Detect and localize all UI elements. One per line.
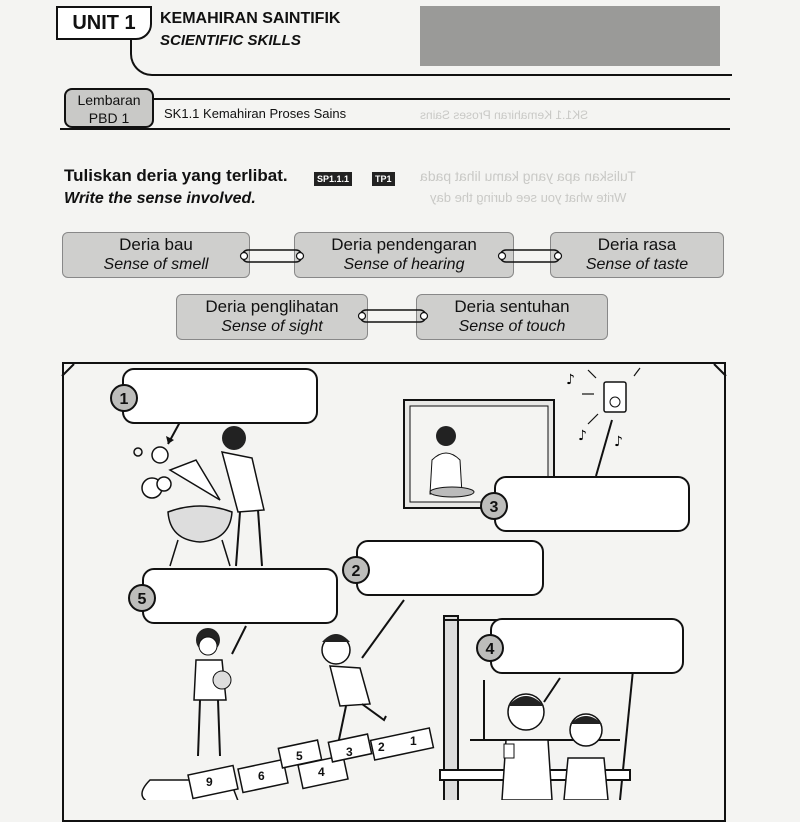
- worksheet-badge-line2: PBD 1: [88, 110, 130, 126]
- hopscotch-number: 4: [318, 765, 325, 779]
- answer-box-1[interactable]: [122, 368, 318, 424]
- hopscotch-number: 2: [378, 740, 385, 754]
- sense-en: Sense of taste: [585, 256, 689, 273]
- hopscotch-number: 1: [410, 734, 417, 748]
- answer-number-badge: 3: [480, 492, 508, 520]
- answer-box-2[interactable]: [356, 540, 544, 596]
- hopscotch-number: 5: [296, 749, 303, 763]
- answer-number-badge: 5: [128, 584, 156, 612]
- sense-ms: Deria pendengaran: [331, 235, 477, 254]
- answer-number-badge: 2: [342, 556, 370, 584]
- svg-text:♪: ♪: [566, 372, 575, 388]
- hopscotch-number: 3: [346, 745, 353, 759]
- instruction-ms: Tuliskan deria yang terlibat.: [64, 166, 288, 185]
- hopscotch-number: 6: [258, 769, 265, 783]
- instruction-en: Write the sense involved.: [64, 190, 256, 207]
- sp-badge: SP1.1.1: [314, 172, 352, 186]
- worksheet-code-title: SK1.1 Kemahiran Proses Sains: [164, 106, 347, 121]
- sense-en: Sense of smell: [103, 256, 209, 273]
- page-title: KEMAHIRAN SAINTIFIK: [160, 10, 341, 27]
- sense-en: Sense of sight: [221, 318, 323, 335]
- sense-en: Sense of hearing: [343, 256, 465, 273]
- svg-text:♪: ♪: [578, 428, 587, 444]
- sense-en: Sense of touch: [458, 318, 566, 335]
- answer-number-badge: 4: [476, 634, 504, 662]
- sense-ms: Deria sentuhan: [454, 297, 570, 316]
- sense-ms: Deria penglihatan: [205, 297, 339, 316]
- svg-text:♪: ♪: [614, 434, 623, 450]
- sense-ms: Deria rasa: [597, 235, 677, 254]
- unit-tab: UNIT 1: [56, 6, 152, 40]
- tp-badge: TP1: [372, 172, 395, 186]
- answer-box-3[interactable]: [494, 476, 690, 532]
- worksheet-badge-line1: Lembaran: [77, 92, 141, 108]
- answer-number-badge: 1: [110, 384, 138, 412]
- sense-ms: Deria bau: [119, 235, 193, 254]
- bleed-through-text: Tuliskan apa yang kamu lihat pada: [420, 168, 636, 184]
- hopscotch-number: 9: [206, 775, 213, 789]
- page-subtitle: SCIENTIFIC SKILLS: [160, 32, 301, 49]
- bleed-through-text: Write what you see during the day: [430, 190, 627, 205]
- answer-box-5[interactable]: [142, 568, 338, 624]
- bleed-through-text: SK1.1 Kemahiran Proses Sains: [420, 108, 589, 122]
- answer-box-4[interactable]: [490, 618, 684, 674]
